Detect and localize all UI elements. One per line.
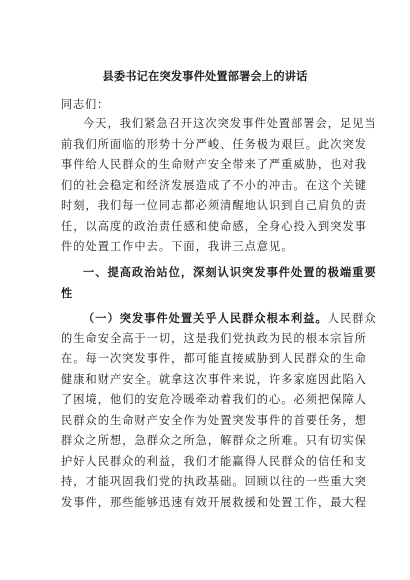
paragraph-line: 持，才能巩固我们党的执政基础。回顾以往的一些重大突: [61, 475, 367, 488]
intro-paragraph: [61, 114, 377, 258]
paragraph-line: 事件给人民群众的生命财产安全带来了严重威胁，也对我: [61, 158, 367, 171]
paragraph-line: 时刻，我们每一位同志都必须清醒地认识到自己肩负的责: [61, 199, 367, 212]
paragraph-line: 件的处置工作中去。下面，我讲三点意见。: [61, 240, 294, 253]
subsection-lead-text: 人民群众: [327, 312, 377, 325]
paragraph-line: 了困境，他们的安危冷暖牵动着我们的心。必须把保障人: [61, 393, 367, 406]
section-heading-line: 性: [61, 285, 74, 300]
paragraph-line: 在。每一次突发事件，都可能直接威胁到人民群众的生命: [61, 352, 367, 365]
paragraph-line: 任，以高度的政治责任感和使命感，全身心投入到突发事: [61, 219, 367, 233]
section-heading-line: 一、提高政治站位，深刻认识突发事件处置的极端重要: [83, 265, 377, 279]
paragraph-line: 护好人民群众的利益，我们才能赢得人民群众的信任和支: [61, 454, 367, 468]
paragraph-line: 发事件，那些能够迅速有效开展救援和处置工作，最大程: [61, 495, 367, 509]
paragraph-line: 的生命安全高于一切，这是我们党执政为民的根本宗旨所: [61, 331, 367, 345]
subsection-paragraph: [61, 308, 377, 513]
section-heading: [61, 262, 377, 303]
salutation: 同志们：: [61, 98, 109, 111]
paragraph-line: 前我们所面临的形势十分严峻、任务极为艰巨。此次突发: [61, 137, 367, 151]
subsection-lead-line: [61, 308, 377, 329]
paragraph-line: 民群众的生命财产安全作为处置突发事件的首要任务，想: [61, 413, 367, 427]
paragraph-line: 们的社会稳定和经济发展造成了不小的冲击。在这个关键: [61, 178, 367, 192]
speech-title: 县委书记在突发事件处置部署会上的讲话: [102, 69, 308, 83]
subsection-heading: （一）突发事件处置关乎人民群众根本利益。: [83, 311, 328, 325]
paragraph-line: 群众之所想，急群众之所急，解群众之所难。只有切实保: [61, 434, 367, 447]
paragraph-line: 今天，我们紧急召开这次突发事件处置部署会，足见当: [83, 117, 377, 130]
paragraph-line: 健康和财产安全。就拿这次事件来说，许多家庭因此陷入: [61, 372, 367, 386]
